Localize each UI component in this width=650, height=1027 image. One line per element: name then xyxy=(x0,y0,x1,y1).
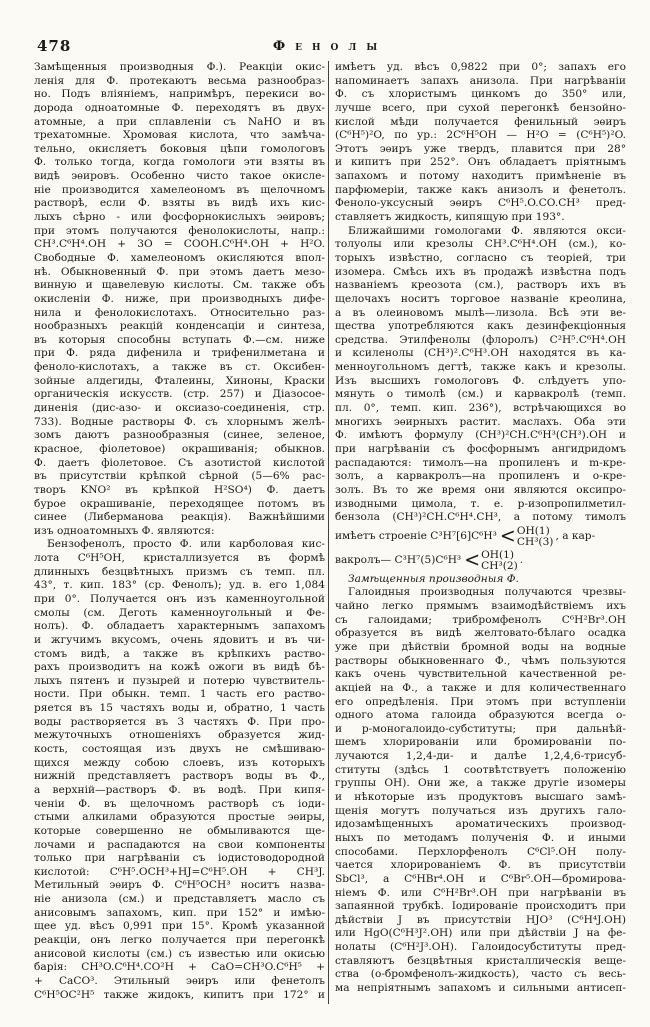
text-line xyxy=(335,116,626,130)
text-line-content: а верхній—растворъ Ф. въ водѣ. При кипя- xyxy=(34,783,325,796)
text-line xyxy=(34,798,325,812)
text-line-content: длинныхъ безцвѣтныхъ призмъ съ темп. пл. xyxy=(34,565,325,578)
formula-suffix: , а кар- xyxy=(555,529,596,542)
text-line xyxy=(34,525,325,539)
text-line xyxy=(34,607,325,621)
formula-prefix: вакролъ— C³H⁷(5)C⁶H³ xyxy=(335,553,462,566)
text-line-content: лочами и распадаются на свои компоненты xyxy=(34,838,325,851)
text-line-content: зомъ даютъ разнообразныя (синее, зеленое, xyxy=(34,429,325,442)
text-line-content: группы OH). Они же, а также другіе изомеры xyxy=(335,777,626,790)
text-line-content: Галоидныя производныя получаются чрезвы- xyxy=(348,586,626,599)
text-line-content: трехатомные. Хромовая кислота, что замѣча- xyxy=(34,129,325,142)
text-line xyxy=(335,764,626,778)
text-line xyxy=(34,879,325,893)
text-line-content: Ф. имѣютъ формулу (CH³)²CH.C⁶H³(CH³).OH и xyxy=(335,429,626,442)
text-line-content: при 0°. Получается онъ изъ каменноугольной xyxy=(34,592,325,605)
text-line-content: тельно, окисляетъ боковыя цѣпи гомологовъ xyxy=(34,142,325,155)
text-line-content: растворы обыкновеннаго Ф., чѣмъ пользуются xyxy=(335,654,626,667)
text-line xyxy=(34,989,325,1003)
text-line-content: образуется въ видѣ желтовато-бѣлаго осадка xyxy=(335,627,626,640)
brace-symbol: < xyxy=(499,524,516,549)
text-line-content: органическія искусств. (стр. 257) и Діазосое- xyxy=(34,388,325,401)
text-line xyxy=(34,920,325,934)
text-line xyxy=(335,982,626,996)
text-line-content: Этотъ эѳиръ уже твердъ, плавится при 28° xyxy=(335,142,626,155)
brace-symbol: < xyxy=(464,548,481,573)
text-line xyxy=(34,852,325,866)
text-line xyxy=(335,641,626,655)
text-line-content: + CaCO³. Этильный эѳиръ или фенетолъ xyxy=(34,974,325,987)
text-line-content: и ксиленолы (CH³)².C⁶H³.OH находятся въ ка- xyxy=(335,347,626,360)
text-line xyxy=(335,805,626,819)
text-line-content: (C⁶H⁵)²O, по ур.: 2C⁶H⁵OH — H²O = (C⁶H⁵)²O. xyxy=(335,129,626,142)
text-line xyxy=(335,388,626,402)
text-line-content: ніе производится хамелеономъ въ щелочномъ xyxy=(34,183,325,196)
text-line xyxy=(34,661,325,675)
text-line-content: при Ф. ряда дифенила и трифенилметана и xyxy=(34,347,325,360)
text-line-content: запахомъ и потому находитъ примѣненіе въ xyxy=(335,170,626,183)
text-line xyxy=(335,143,626,157)
text-line xyxy=(34,279,325,293)
text-line-content: и жгучимъ вкусомъ, очень ядовитъ и въ чи- xyxy=(34,633,325,646)
text-line xyxy=(335,955,626,969)
text-line-content: атомные, а при сплавленіи съ NaHO и въ xyxy=(34,115,325,128)
text-line xyxy=(335,293,626,307)
text-line-content: растворѣ, если Ф. взяты въ видѣ ихъ кис- xyxy=(34,197,325,210)
formula-top: OH(1) xyxy=(481,548,515,561)
text-line-content: Замѣщенныя производныя Ф. xyxy=(348,572,519,585)
text-line xyxy=(335,320,626,334)
text-line-content: и нѣкоторые изъ продуктовъ высшаго замѣ- xyxy=(335,791,626,804)
column-divider-rule xyxy=(328,61,329,1004)
text-line-content: парфюмеріи, также какъ анизолъ и фенетолъ. xyxy=(335,183,626,196)
text-line xyxy=(34,266,325,280)
text-line xyxy=(335,668,626,682)
text-line-content: ства (o-бромфенолъ-жидкость), часто съ весь- xyxy=(335,968,626,981)
text-line xyxy=(335,361,626,375)
text-line xyxy=(34,75,325,89)
text-line-content: бурое окрашиваніе, переходящее потомъ въ xyxy=(34,497,325,510)
text-line xyxy=(34,934,325,948)
text-line-content: изъ одноатомныхъ Ф. являются: xyxy=(34,524,215,537)
text-line xyxy=(335,184,626,198)
text-line-content: кость, состоящая изъ двухъ не смѣшиваю- xyxy=(34,743,325,756)
formula-bottom: CH³(3) xyxy=(516,535,554,548)
text-line xyxy=(34,347,325,361)
text-line xyxy=(335,61,626,75)
text-column-left xyxy=(34,61,325,1002)
text-line xyxy=(34,88,325,102)
text-line xyxy=(335,102,626,116)
text-line-content: щихся между собою слоевъ, изъ которыхъ xyxy=(34,756,325,769)
text-line-content: щенія могутъ получаться изъ другихъ гало- xyxy=(335,804,626,817)
text-line xyxy=(34,579,325,593)
text-line xyxy=(34,498,325,512)
text-line xyxy=(335,266,626,280)
text-line xyxy=(34,538,325,552)
text-line xyxy=(34,334,325,348)
text-line xyxy=(34,825,325,839)
text-line-content: имѣетъ уд. вѣсъ 0,9822 при 0°; запахъ его xyxy=(335,61,626,73)
text-line-content: которые совершенно не обмыливаются ще- xyxy=(34,824,325,837)
text-line-content: но. Подъ вліяніемъ, напримѣръ, перекиси во- xyxy=(34,88,325,101)
text-line-content: въ присутствіи крѣпкой сѣрной (5—6% рас- xyxy=(34,470,325,483)
text-line-content: нообразныхъ реакцій конденсаціи и синтеза, xyxy=(34,320,325,333)
text-line-content: изомера. Смѣсь ихъ въ продажѣ извѣстна подъ xyxy=(335,265,626,278)
text-line-content: межуточныхъ отношеніяхъ образуется жид- xyxy=(34,729,325,742)
text-line xyxy=(34,143,325,157)
text-line-content: ма непріятнымъ запахомъ и сильными антисеп- xyxy=(335,982,626,994)
text-line xyxy=(335,627,626,641)
formula-stack xyxy=(481,550,518,572)
formula-line xyxy=(335,549,626,573)
text-line-content: нѣ. Обыкновенный Ф. при этомъ даетъ мезо- xyxy=(34,265,325,278)
text-line-content: ніе анизола (см.) и представляетъ масло съ xyxy=(34,893,325,906)
text-line xyxy=(335,750,626,764)
text-line xyxy=(34,811,325,825)
text-line xyxy=(335,252,626,266)
text-line xyxy=(34,961,325,975)
text-line-content: чайно легко прямымъ взаимодѣйствіемъ ихъ xyxy=(335,600,626,613)
text-line-content: ставляютъ безцвѣтныя кристаллическія веще- xyxy=(335,954,626,967)
text-line-content: дорода одноатомные Ф. переходятъ въ двух- xyxy=(34,101,325,114)
text-line-content: ленія для Ф. протекаютъ весьма разнообраз- xyxy=(34,74,325,87)
text-line-content: стыми алкилами образуются простые эѳиры, xyxy=(34,811,325,824)
text-line xyxy=(335,573,626,587)
text-line-content: ности. При обыкн. темп. 1 часть его раство- xyxy=(34,688,325,701)
text-line xyxy=(34,866,325,880)
text-line-content: кислой мѣди получается фенильный эѳиръ xyxy=(335,115,626,128)
text-line xyxy=(34,197,325,211)
text-line-content: ныхъ по методамъ полученія Ф. и иными xyxy=(335,831,626,844)
text-line-content: синее (Либерманова реакція). Важнѣйшими xyxy=(34,511,325,524)
text-line-content: воды растворяется въ 3 частяхъ Ф. При про- xyxy=(34,715,325,728)
text-line xyxy=(335,832,626,846)
text-line-content: его опредѣленія. При этомъ при вступленіи xyxy=(335,695,626,708)
text-line xyxy=(34,593,325,607)
text-line-content: чается хлорированіемъ Ф. въ присутствіи xyxy=(335,859,626,872)
text-line xyxy=(34,416,325,430)
text-line xyxy=(335,586,626,600)
text-line-content: нижній представляетъ растворъ воды въ Ф., xyxy=(34,770,325,783)
text-line-content: средства. Этилфенолы (флоролъ) C²H⁵.C⁶H⁴.OH xyxy=(335,333,626,346)
text-line-content: способами. Перхлорфенолъ C⁶Cl⁵.OH полу- xyxy=(335,845,626,858)
text-line xyxy=(34,634,325,648)
text-line xyxy=(335,334,626,348)
text-line-content: ченіи Ф. въ щелочномъ растворѣ съ іоди- xyxy=(34,797,325,810)
text-line-content: мянуть о тимолѣ (см.) и карвакролѣ (темп. xyxy=(335,388,626,401)
text-line-content: Бензофенолъ, просто Ф. или карболовая кис- xyxy=(47,538,325,551)
text-line-content: Замѣщенныя производныя Ф.). Реакціи окис- xyxy=(34,61,325,73)
text-line xyxy=(34,116,325,130)
text-line xyxy=(34,757,325,771)
text-line xyxy=(335,941,626,955)
text-line xyxy=(335,696,626,710)
text-line xyxy=(34,675,325,689)
text-line-content: ституты (здѣсь 1 соотвѣтствуетъ положенію xyxy=(335,763,626,776)
text-line xyxy=(34,252,325,266)
text-line-content: напоминаетъ запахъ анизола. При нагрѣваніи xyxy=(335,74,626,87)
text-line-content: Ф. даетъ фіолетовое. Съ азотистой кислотой xyxy=(34,456,325,469)
text-line-content: и p-моногалоидо-субституты; при дальнѣй- xyxy=(335,722,626,735)
text-line-content: 733). Водные растворы Ф. съ хлорнымъ желѣ- xyxy=(34,415,325,428)
text-line-content: распадаются: тимолъ—на пропиленъ и m-кре- xyxy=(335,456,626,469)
text-line xyxy=(34,729,325,743)
text-line-content: лучше всего, при сухой перегонкѣ бензойно- xyxy=(335,101,626,114)
text-line-content: въ которыя способны вступать Ф.—см. ниже xyxy=(34,333,325,346)
text-line xyxy=(34,307,325,321)
text-line-content: и кипитъ при 252°. Онъ обладаетъ пріятнымъ xyxy=(335,156,626,169)
text-line xyxy=(335,914,626,928)
text-line xyxy=(34,238,325,252)
text-line-content: лыхъ сѣрно - или фосфорнокислыхъ эѳировъ; xyxy=(34,211,325,224)
formula-top: OH(1) xyxy=(516,524,550,537)
formula-prefix: имѣетъ строеніе C³H⁷[6]C⁶H³ xyxy=(335,529,497,542)
text-line-content: съ галоидами; трибромфенолъ C⁶H²Br³.OH xyxy=(335,613,626,626)
text-line xyxy=(34,743,325,757)
text-line xyxy=(34,388,325,402)
text-line-content: Свободные Ф. хамелеономъ окисляются впол- xyxy=(34,251,325,264)
text-line-content: барія: CH³O.C⁶H⁴.CO²H + CaO=CH³O.C⁶H⁵ + xyxy=(34,961,325,974)
text-line xyxy=(335,443,626,457)
text-line xyxy=(34,211,325,225)
text-line-content: зойные алдегиды, Фталеины, Хиноны, Краски xyxy=(34,374,325,387)
text-line-content: а въ олеиновомъ мылѣ—лизола. Всѣ эти ве- xyxy=(335,306,626,319)
text-line xyxy=(335,170,626,184)
text-line xyxy=(335,470,626,484)
text-line xyxy=(34,443,325,457)
text-line xyxy=(335,375,626,389)
text-line-content: торыхъ извѣстно, согласно съ теоріей, три xyxy=(335,251,626,264)
text-line-content: ставляетъ жидкость, кипящую при 193°. xyxy=(335,211,565,224)
text-line-content: красное, фіолетовое) окрашиванія; обыкнов. xyxy=(34,442,325,455)
text-line-content: только при нагрѣваніи съ іодистоводородной xyxy=(34,852,325,865)
text-line-content: уже при дѣйствіи бромной воды на водные xyxy=(335,640,626,653)
text-line xyxy=(335,238,626,252)
text-line xyxy=(335,777,626,791)
formula-line xyxy=(335,525,626,549)
text-line-content: нолаты (C⁶H²J³.OH). Галоидосубституты пред- xyxy=(335,941,626,954)
text-line-content: Ближайшими гомологами Ф. являются окси- xyxy=(348,224,626,237)
text-line xyxy=(34,620,325,634)
text-line xyxy=(335,682,626,696)
text-line xyxy=(34,839,325,853)
text-line xyxy=(335,968,626,982)
text-line xyxy=(34,907,325,921)
text-line-content: при нагрѣваніи съ фосфорнымъ ангидридомъ xyxy=(335,442,626,455)
text-line xyxy=(335,723,626,737)
text-line xyxy=(335,88,626,102)
page-number: 478 xyxy=(37,37,72,55)
text-line xyxy=(335,129,626,143)
text-line xyxy=(34,156,325,170)
text-line xyxy=(34,429,325,443)
text-line-content: анисовой кислоты (см.) съ известью или окисью xyxy=(34,947,325,960)
text-line xyxy=(34,893,325,907)
text-line-content: лыхъ пятенъ и пузырей и потерю чувствитель- xyxy=(34,674,325,687)
text-line-content: C⁶H⁵OC²H⁵ также жидокъ, кипитъ при 172° и xyxy=(34,988,325,1001)
text-line xyxy=(335,927,626,941)
text-line xyxy=(34,61,325,75)
text-line-content: многихъ эѳирныхъ растит. маслахъ. Оба эти xyxy=(335,415,626,428)
text-line xyxy=(335,709,626,723)
formula-stack xyxy=(517,526,554,548)
text-line xyxy=(34,784,325,798)
text-line xyxy=(34,470,325,484)
text-line xyxy=(335,736,626,750)
text-line-content: бензола (CH³)²CH.C⁶H⁴.CH³, а потому тимолъ xyxy=(335,511,626,524)
text-line xyxy=(34,361,325,375)
text-line xyxy=(335,887,626,901)
text-line-content: одного атома галоида образуются всегда o- xyxy=(335,709,626,722)
text-line xyxy=(335,655,626,669)
text-line-content: дѣйствіи J въ присутствіи HJO³ (C⁶H⁴J.OH) xyxy=(335,913,626,926)
text-line xyxy=(34,552,325,566)
text-line xyxy=(34,511,325,525)
text-line xyxy=(335,416,626,430)
text-line xyxy=(335,197,626,211)
text-line-content: ніемъ Ф. или C⁶H²Br³.OH при нагрѣваніи въ xyxy=(335,886,626,899)
text-line xyxy=(34,170,325,184)
text-line xyxy=(34,320,325,334)
text-line xyxy=(335,498,626,512)
text-line xyxy=(335,211,626,225)
text-line-content: менноугольномъ дегтѣ, также какъ и крезолы. xyxy=(335,361,626,374)
text-line xyxy=(34,102,325,116)
text-line-content: или HgO(C⁶H³J².OH) или при дѣйствіи J на фе- xyxy=(335,927,626,940)
text-line-content: диненія (дис-азо- и оксиазо-соединенія, стр. xyxy=(34,402,325,415)
text-line-content: анисовымъ запахомъ, кип. при 152° и имѣю- xyxy=(34,906,325,919)
text-line xyxy=(335,279,626,293)
text-line xyxy=(34,402,325,416)
text-line xyxy=(335,457,626,471)
text-line-content: Ф. только тогда, когда гомологи эти взяты въ xyxy=(34,156,325,169)
text-line-content: Изъ высшихъ гомологовъ Ф. слѣдуетъ упо- xyxy=(335,374,626,387)
text-line xyxy=(34,129,325,143)
text-line xyxy=(34,770,325,784)
text-line-content: шемъ хлорированіи или бромированіи по- xyxy=(335,736,626,749)
text-line-content: идозамѣщенныхъ ароматическихъ производ- xyxy=(335,818,626,831)
text-line-content: толуолы или крезолы CH³.C⁶H⁴.OH (см.), ко- xyxy=(335,238,626,251)
text-line-content: 43°, т. кип. 183° (ср. Фенолъ); уд. в. его 1,084 xyxy=(34,579,325,592)
text-line xyxy=(34,484,325,498)
text-line-content: золъ, а карвакролъ—на пропиленъ и o-кре- xyxy=(335,470,626,483)
text-line xyxy=(34,225,325,239)
formula-suffix: . xyxy=(519,553,524,566)
text-line xyxy=(335,873,626,887)
text-line xyxy=(34,184,325,198)
text-line xyxy=(335,484,626,498)
text-line xyxy=(335,347,626,361)
text-line-content: запаянной трубкѣ. Іодированіе происходитъ при xyxy=(335,900,626,913)
text-line xyxy=(335,846,626,860)
text-line-content: винную и щавелевую кислоты. См. также объ xyxy=(34,279,325,292)
text-line-content: стомъ видѣ, а также въ крѣпкихъ раство- xyxy=(34,647,325,660)
text-line-content: SbCl³, а C⁶HBr⁴.OH и C⁶Br⁵.OH—бромирова- xyxy=(335,872,626,885)
text-line-content: изводными цимола, т. е. p-изопропилметил- xyxy=(335,497,626,510)
text-line xyxy=(335,511,626,525)
text-line xyxy=(34,688,325,702)
text-line xyxy=(34,566,325,580)
text-line xyxy=(335,818,626,832)
text-line-content: золъ. Въ то же время они являются оксипро- xyxy=(335,483,626,496)
page-header-title: Фенолы xyxy=(272,39,388,54)
text-line-content: какъ очень чувствительной качественной ре- xyxy=(335,668,626,681)
text-line xyxy=(34,975,325,989)
text-line xyxy=(335,791,626,805)
text-line-content: лота C⁶H⁵OH, кристаллизуется въ формѣ xyxy=(34,552,325,565)
text-line xyxy=(34,948,325,962)
text-line xyxy=(335,156,626,170)
text-line xyxy=(34,702,325,716)
text-line-content: ряется въ 15 частяхъ воды и, обратно, 1 часть xyxy=(34,702,325,715)
text-line-content: щества употребляются какъ дезинфекціонныя xyxy=(335,320,626,333)
text-line-content: кислотой: C⁶H⁵.OCH³+HJ=C⁶H⁵.OH + CH³J. xyxy=(34,865,325,878)
text-line-content: феноло-кислотахъ, а также въ ст. Оксибен- xyxy=(34,361,325,374)
text-line xyxy=(335,614,626,628)
text-line xyxy=(335,225,626,239)
text-line-content: окисленіи Ф. ниже, при производныхъ дифе- xyxy=(34,292,325,305)
text-line-content: рахъ производитъ на кожѣ ожоги въ видѣ бѣ- xyxy=(34,661,325,674)
text-line-content: Метильный эѳиръ Ф. C⁶H⁵OCH³ носитъ назва- xyxy=(34,879,325,892)
text-line-content: творъ KNO² въ крѣпкой H²SO⁴) Ф. даетъ xyxy=(34,483,325,496)
text-line-content: при этомъ получаются фенолокислоты, напр.: xyxy=(34,224,325,237)
text-column-right xyxy=(335,61,626,996)
text-line xyxy=(335,75,626,89)
text-line xyxy=(34,375,325,389)
text-line xyxy=(335,600,626,614)
text-line-content: пл. 0°, темп. кип. 236°), встрѣчающихся во xyxy=(335,402,626,415)
text-line xyxy=(34,293,325,307)
text-line xyxy=(34,716,325,730)
text-line xyxy=(335,402,626,416)
text-line-content: щелочахъ носитъ торговое названіе креолина, xyxy=(335,292,626,305)
text-line-content: Ф. съ хлористымъ цинкомъ до 350° или, xyxy=(335,88,626,101)
text-line xyxy=(335,307,626,321)
text-line-content: названіемъ креозота (см.), растворъ ихъ въ xyxy=(335,279,626,292)
text-line xyxy=(335,900,626,914)
text-line-content: лучаются 1,2,4-ди- и далѣе 1,2,4,6-трисуб- xyxy=(335,750,626,763)
text-line-content: нила и фенолокислотахъ. Относительно раз- xyxy=(34,306,325,319)
text-line-content: щее уд. вѣсъ 0,991 при 15°. Кромѣ указанной xyxy=(34,920,325,933)
text-line-content: смолы (см. Деготь каменноугольный и Фе- xyxy=(34,606,325,619)
formula-bottom: CH³(2) xyxy=(481,559,518,572)
text-line-content: видѣ эѳировъ. Особенно чисто такое окисле- xyxy=(34,170,325,183)
text-line-content: CH³.C⁶H⁴.OH + 3O = COOH.C⁶H⁴.OH + H²O. xyxy=(34,238,325,251)
text-line-content: реакціи, онъ легко получается при перегонкѣ xyxy=(34,934,325,946)
text-line xyxy=(34,457,325,471)
text-line xyxy=(34,648,325,662)
text-line xyxy=(335,429,626,443)
text-line-content: нолъ). Ф. обладаетъ характернымъ запахомъ xyxy=(34,620,325,633)
text-line-content: акціей на Ф., а также и для количественнаго xyxy=(335,681,626,694)
text-line-content: Феноло-уксусный эѳиръ C⁶H⁵.O.CO.CH³ пред- xyxy=(335,197,626,210)
text-line xyxy=(335,859,626,873)
